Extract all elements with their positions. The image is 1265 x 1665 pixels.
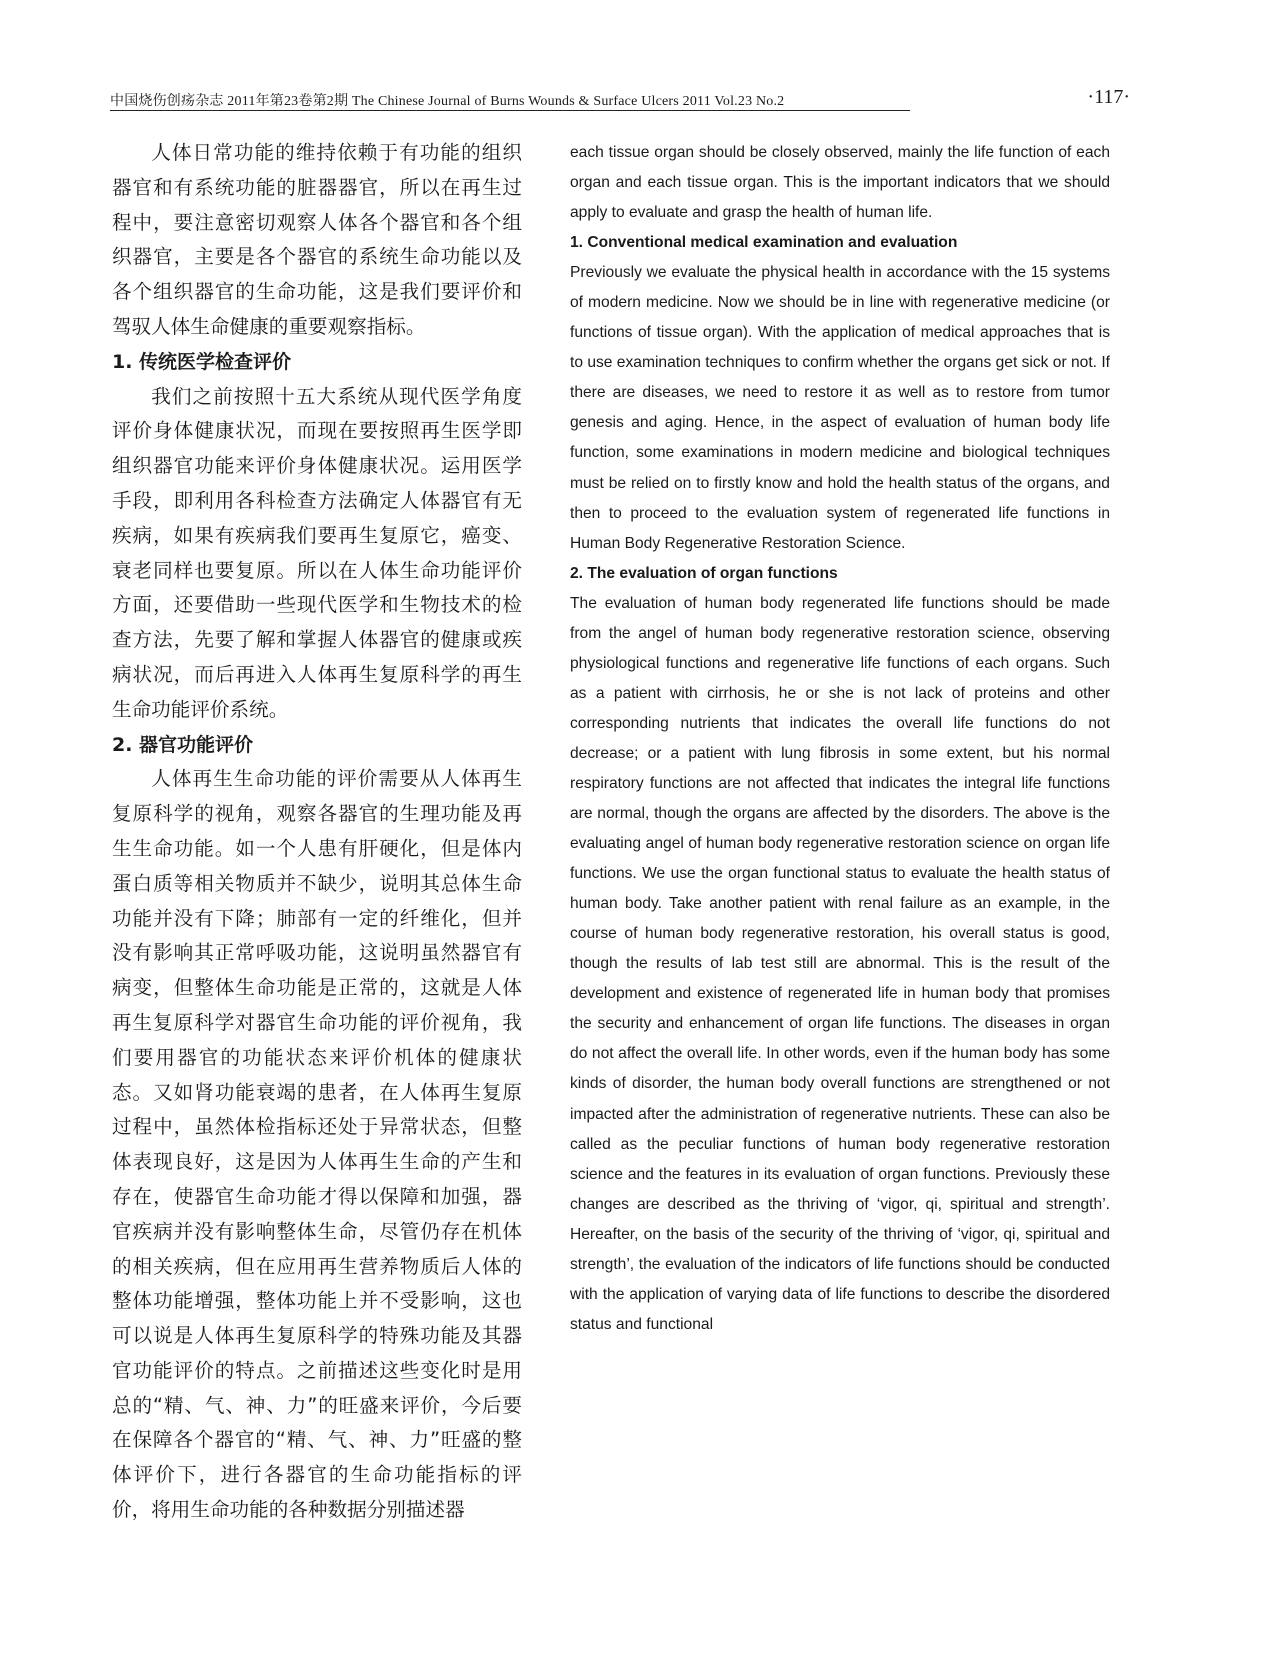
zh-paragraph-conventional-exam: 我们之前按照十五大系统从现代医学角度评价身体健康状况，而现在要按照再生医学即组织器官功能来评价身体健康状况。运用医学手段，即利用各科检查方法确定人体器官有无疾病，如果有疾病我们要再生复原它，癌变、衰老同样也要复原。所以在人体生命功能评价方面，还要借助一些现代医学和生物技术的检查方法，先要了解和掌握人体器官的健康或疾病状况，而后再进入人体再生复原科学的再生生命功能评价系统。	[112, 384, 522, 721]
en-paragraph-intro: each tissue organ should be closely observed, mainly the life function of each organ and each tissue organ. This is the important indicators that we should apply to evaluate and grasp the health of human life.	[570, 144, 1110, 222]
page-number: ·117·	[1087, 86, 1130, 108]
zh-paragraph-organ-function: 人体再生生命功能的评价需要从人体再生复原科学的视角，观察各器官的生理功能及再生生命功能。如一个人患有肝硬化，但是体内蛋白质等相关物质并不缺少，说明其总体生命功能并没有下降；肺部有一定的纤维化，但并没有影响其正常呼吸功能，这说明虽然器官有病变，但整体生命功能是正常的，这就是人体再生复原科学对器官生命功能的评价视角，我们要用器官的功能状态来评价机体的健康状态。又如肾功能衰竭的患者，在人体再生复原过程中，虽然体检指标还处于异常状态，但整体表现良好，这是因为人体再生生命的产生和存在，使器官生命功能才得以保障和加强，器官疾病并没有影响整体生命，尽管仍存在机体的相关疾病，但在应用再生营养物质后人体的整体功能增强，整体功能上并不受影响，这也可以说是人体再生复原科学的特殊功能及其器官功能评价的特点。之前描述这些变化时是用总的“精、气、神、力”的旺盛来评价，今后要在保障各个器官的“精、气、神、力”旺盛的整体评价下，进行各器官的生命功能指标的评价，将用生命功能的各种数据分别描述器	[112, 767, 522, 1522]
zh-paragraph-intro: 人体日常功能的维持依赖于有功能的组织器官和有系统功能的脏器器官，所以在再生过程中，要注意密切观察人体各个器官和各个组织器官，主要是各个器官的系统生命功能以及各个组织器官的生命功能，这是我们要评价和驾驭人体生命健康的重要观察指标。	[112, 141, 522, 338]
en-paragraph-organ-function: The evaluation of human body regenerated life functions should be made from the angel of human body regenerative restoration science, observing physiological functions and regenerative life functions of each organs. Such as a patient with cirrhosis, he or she is not lack of proteins and other corresponding nutrients that indicates the overall life functions do not decrease; or a patient with lung fibrosis in some extent, but his normal respiratory functions are not affected that indicates the integral life functions are normal, though the organs are affected by the disorders. The above is the evaluating angel of human body regenerative restoration science on organ life functions. We use the organ functional status to evaluate the health status of human body. Take another patient with renal failure as an example, in the course of human body regenerative restoration, his overall status is good, though the results of lab test still are abnormal. This is the result of the development and existence of regenerated life in human body that promises the security and enhancement of organ life functions. The diseases in organ do not affect the overall life. In other words, even if the human body has some kinds of disorder, the human body overall functions are strengthened or not impacted after the administration of regenerative nutrients. These can also be called as the peculiar functions of human body regenerative restoration science and the features in its evaluation of organ functions. Previously these changes are described as the thriving of ‘vigor, qi, spiritual and strength’. Hereafter, on the basis of the security of the thriving of ‘vigor, qi, spiritual and strength’, the evaluation of the indicators of life functions should be conducted with the application of varying data of life functions to describe the disordered status and functional	[570, 594, 1110, 1333]
journal-citation: 中国烧伤创疡杂志 2011年第23卷第2期 The Chinese Journal of Burns Wounds & Surface Ulcers 2011 Vol.23 No.2	[110, 94, 785, 109]
english-column	[570, 138, 1110, 1340]
en-paragraph-conventional-exam: Previously we evaluate the physical health in accordance with the 15 systems of modern medicine. Now we should be in line with regenerative medicine (or functions of tissue organ). With the application of medical approaches that is to use examination techniques to confirm whether the organs get sick or not. If there are diseases, we need to restore it as well as to restore from tumor genesis and aging. Hence, in the aspect of evaluation of human body life function, some examinations in modern medicine and biological techniques must be relied on to firstly know and hold the health status of the organs, and then to proceed to the evaluation system of regenerated life functions in Human Body Regenerative Restoration Science.	[570, 264, 1111, 552]
en-heading-organ-function: 2. The evaluation of organ functions	[570, 564, 838, 582]
chinese-column	[112, 136, 522, 1528]
header-rule	[110, 110, 910, 111]
running-header	[110, 86, 1130, 120]
en-heading-conventional-exam: 1. Conventional medical examination and evaluation	[570, 234, 958, 252]
zh-heading-conventional-exam: 1. 传统医学检查评价	[112, 350, 292, 373]
zh-heading-organ-function: 2. 器官功能评价	[112, 733, 254, 756]
